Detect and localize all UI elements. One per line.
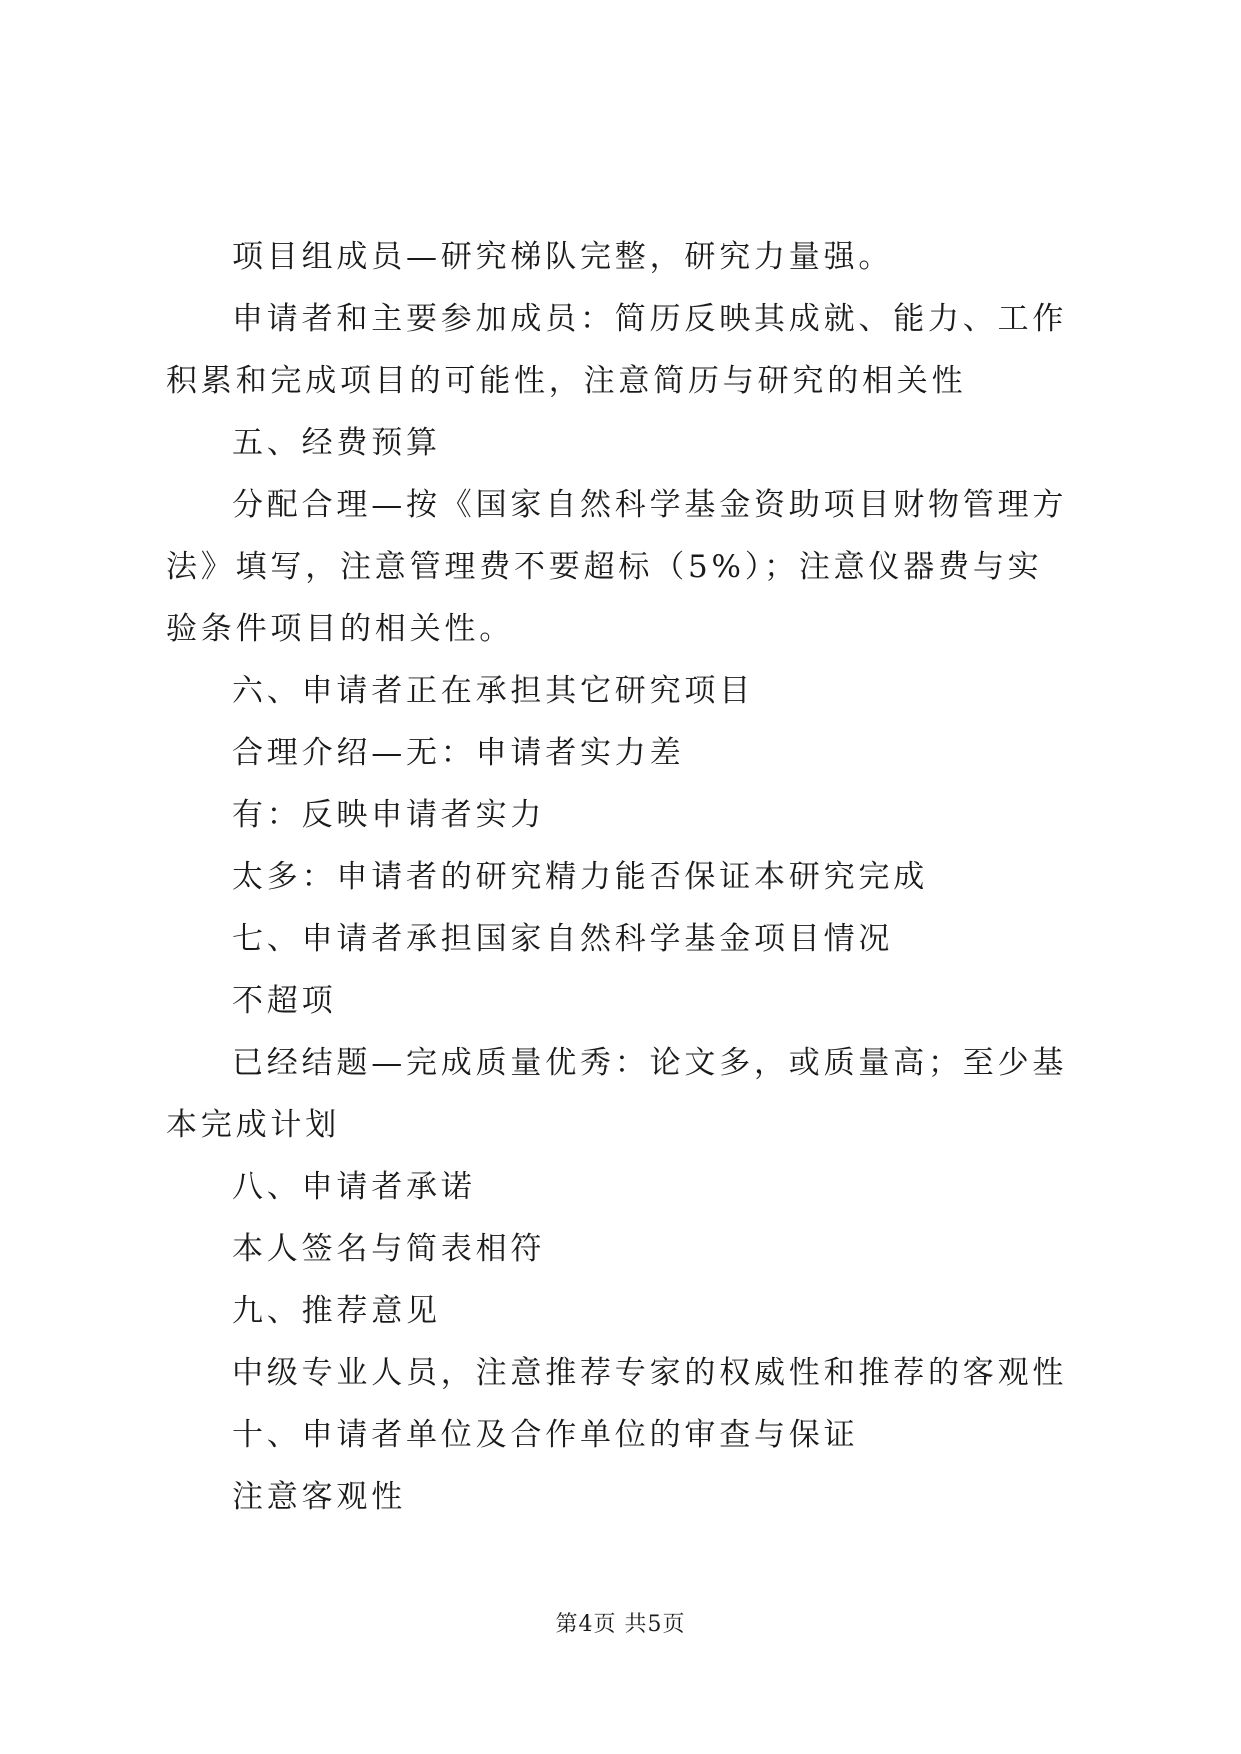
paragraph-ongoing-some: 有：反映申请者实力 [232,797,546,833]
paragraph-signature: 本人签名与简表相符 [232,1231,546,1267]
paragraph-ongoing-many: 太多：申请者的研究精力能否保证本研究完成 [232,859,928,895]
heading-institution-review: 十、申请者单位及合作单位的审查与保证 [232,1417,859,1453]
paragraph-no-excess: 不超项 [232,983,337,1019]
heading-commitment: 八、申请者承诺 [232,1169,476,1205]
paragraph-ongoing-none: 合理介绍—无：申请者实力差 [232,735,685,771]
document-body [166,226,1076,1528]
paragraph-recommendation: 中级专业人员，注意推荐专家的权威性和推荐的客观性 [232,1355,1068,1391]
heading-budget: 五、经费预算 [232,425,441,461]
paragraph-applicant-resume: 申请者和主要参加成员：简历反映其成就、能力、工作积累和完成项目的可能性，注意简历与研究的相关性 [166,301,1068,399]
heading-ongoing-projects: 六、申请者正在承担其它研究项目 [232,673,754,709]
paragraph-budget-allocation: 分配合理—按《国家自然科学基金资助项目财物管理方法》填写，注意管理费不要超标（5%）；注意仪器费与实验条件项目的相关性。 [166,487,1068,647]
heading-recommendation: 九、推荐意见 [232,1293,441,1329]
paragraph-completed: 已经结题—完成质量优秀：论文多，或质量高；至少基本完成计划 [166,1045,1068,1143]
paragraph-objectivity: 注意客观性 [232,1479,406,1515]
page-number-footer: 第4页 共5页 [555,1612,686,1637]
heading-nsfc-projects: 七、申请者承担国家自然科学基金项目情况 [232,921,894,957]
paragraph-team-members: 项目组成员—研究梯队完整，研究力量强。 [232,239,894,275]
